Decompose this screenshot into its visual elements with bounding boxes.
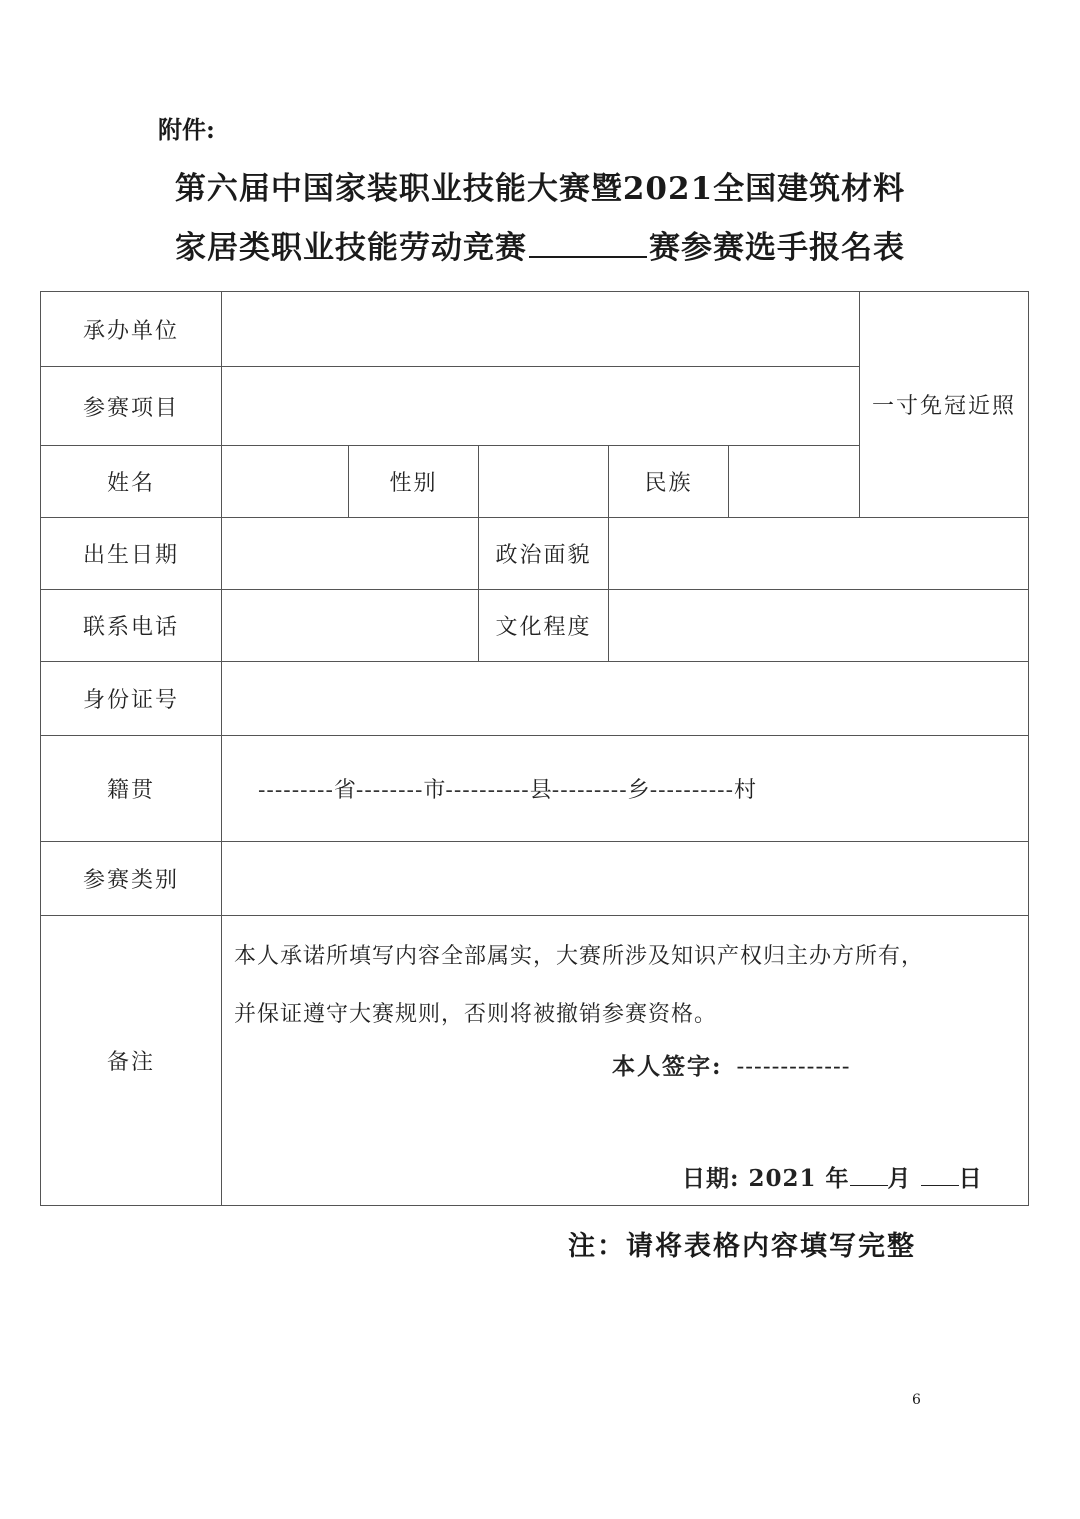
- title-blank-line[interactable]: [529, 230, 647, 258]
- origin-dash-2: --------: [355, 778, 424, 803]
- project-label: 参赛项目: [41, 367, 222, 446]
- education-label: 文化程度: [479, 590, 609, 662]
- organizer-field[interactable]: [222, 292, 860, 367]
- phone-label: 联系电话: [41, 590, 222, 662]
- origin-dash-5: ----------: [649, 778, 735, 803]
- gender-field[interactable]: [479, 446, 609, 518]
- origin-province: 省: [333, 778, 356, 803]
- gender-label: 性别: [349, 446, 479, 518]
- origin-dash-3: ----------: [445, 778, 530, 803]
- origin-dash-1: ---------: [258, 778, 334, 803]
- pledge-line-2: 并保证遵守大赛规则，否则将被撤销参赛资格。: [234, 1002, 718, 1027]
- month-blank[interactable]: [850, 1165, 888, 1186]
- phone-field[interactable]: [222, 590, 479, 662]
- education-field[interactable]: [609, 590, 1029, 662]
- category-label: 参赛类别: [41, 842, 222, 916]
- date-year: 2021 年: [748, 1165, 850, 1192]
- signature-label: 本人签字:: [612, 1053, 723, 1080]
- category-field[interactable]: [222, 842, 1029, 916]
- pledge-text: [234, 928, 1016, 1044]
- signature-row[interactable]: [612, 1048, 851, 1081]
- project-field[interactable]: [222, 367, 860, 446]
- date-row: [682, 1160, 983, 1193]
- remarks-label: 备注: [41, 916, 222, 1206]
- origin-dash-4: ---------: [551, 778, 628, 803]
- id-number-field[interactable]: [222, 662, 1029, 736]
- origin-county: 县: [529, 778, 552, 803]
- signature-line[interactable]: -------------: [736, 1054, 851, 1080]
- political-status-field[interactable]: [609, 518, 1029, 590]
- remarks-field: [222, 916, 1029, 1206]
- date-day: 日: [958, 1165, 983, 1192]
- ethnicity-label: 民族: [609, 446, 729, 518]
- day-blank[interactable]: [921, 1165, 959, 1186]
- registration-table: [40, 291, 1029, 1206]
- title-part-b: 赛参赛选手报名表: [649, 230, 905, 266]
- photo-box[interactable]: 一寸免冠近照: [860, 292, 1029, 518]
- origin-township: 乡: [627, 778, 650, 803]
- native-place-field[interactable]: [222, 736, 1029, 842]
- origin-city: 市: [423, 778, 446, 803]
- organizer-label: 承办单位: [41, 292, 222, 367]
- birth-date-label: 出生日期: [41, 518, 222, 590]
- pledge-line-1: 本人承诺所填写内容全部属实，大赛所涉及知识产权归主办方所有，: [234, 944, 925, 969]
- form-title-line-2: [0, 222, 1080, 267]
- page-number: 6: [912, 1392, 921, 1408]
- political-status-label: 政治面貌: [479, 518, 609, 590]
- date-month: 月: [887, 1165, 912, 1192]
- footer-note: 注：请将表格内容填写完整: [568, 1231, 916, 1262]
- birth-date-field[interactable]: [222, 518, 479, 590]
- id-number-label: 身份证号: [41, 662, 222, 736]
- form-title-line-1: 第六届中国家装职业技能大赛暨2021全国建筑材料: [174, 171, 906, 207]
- native-place-label: 籍贯: [41, 736, 222, 842]
- name-field[interactable]: [222, 446, 349, 518]
- name-label: 姓名: [41, 446, 222, 518]
- date-label: 日期:: [682, 1165, 740, 1192]
- attachment-label: 附件:: [158, 115, 215, 144]
- ethnicity-field[interactable]: [729, 446, 860, 518]
- title-part-a: 家居类职业技能劳动竞赛: [175, 230, 527, 266]
- origin-village: 村: [734, 778, 757, 803]
